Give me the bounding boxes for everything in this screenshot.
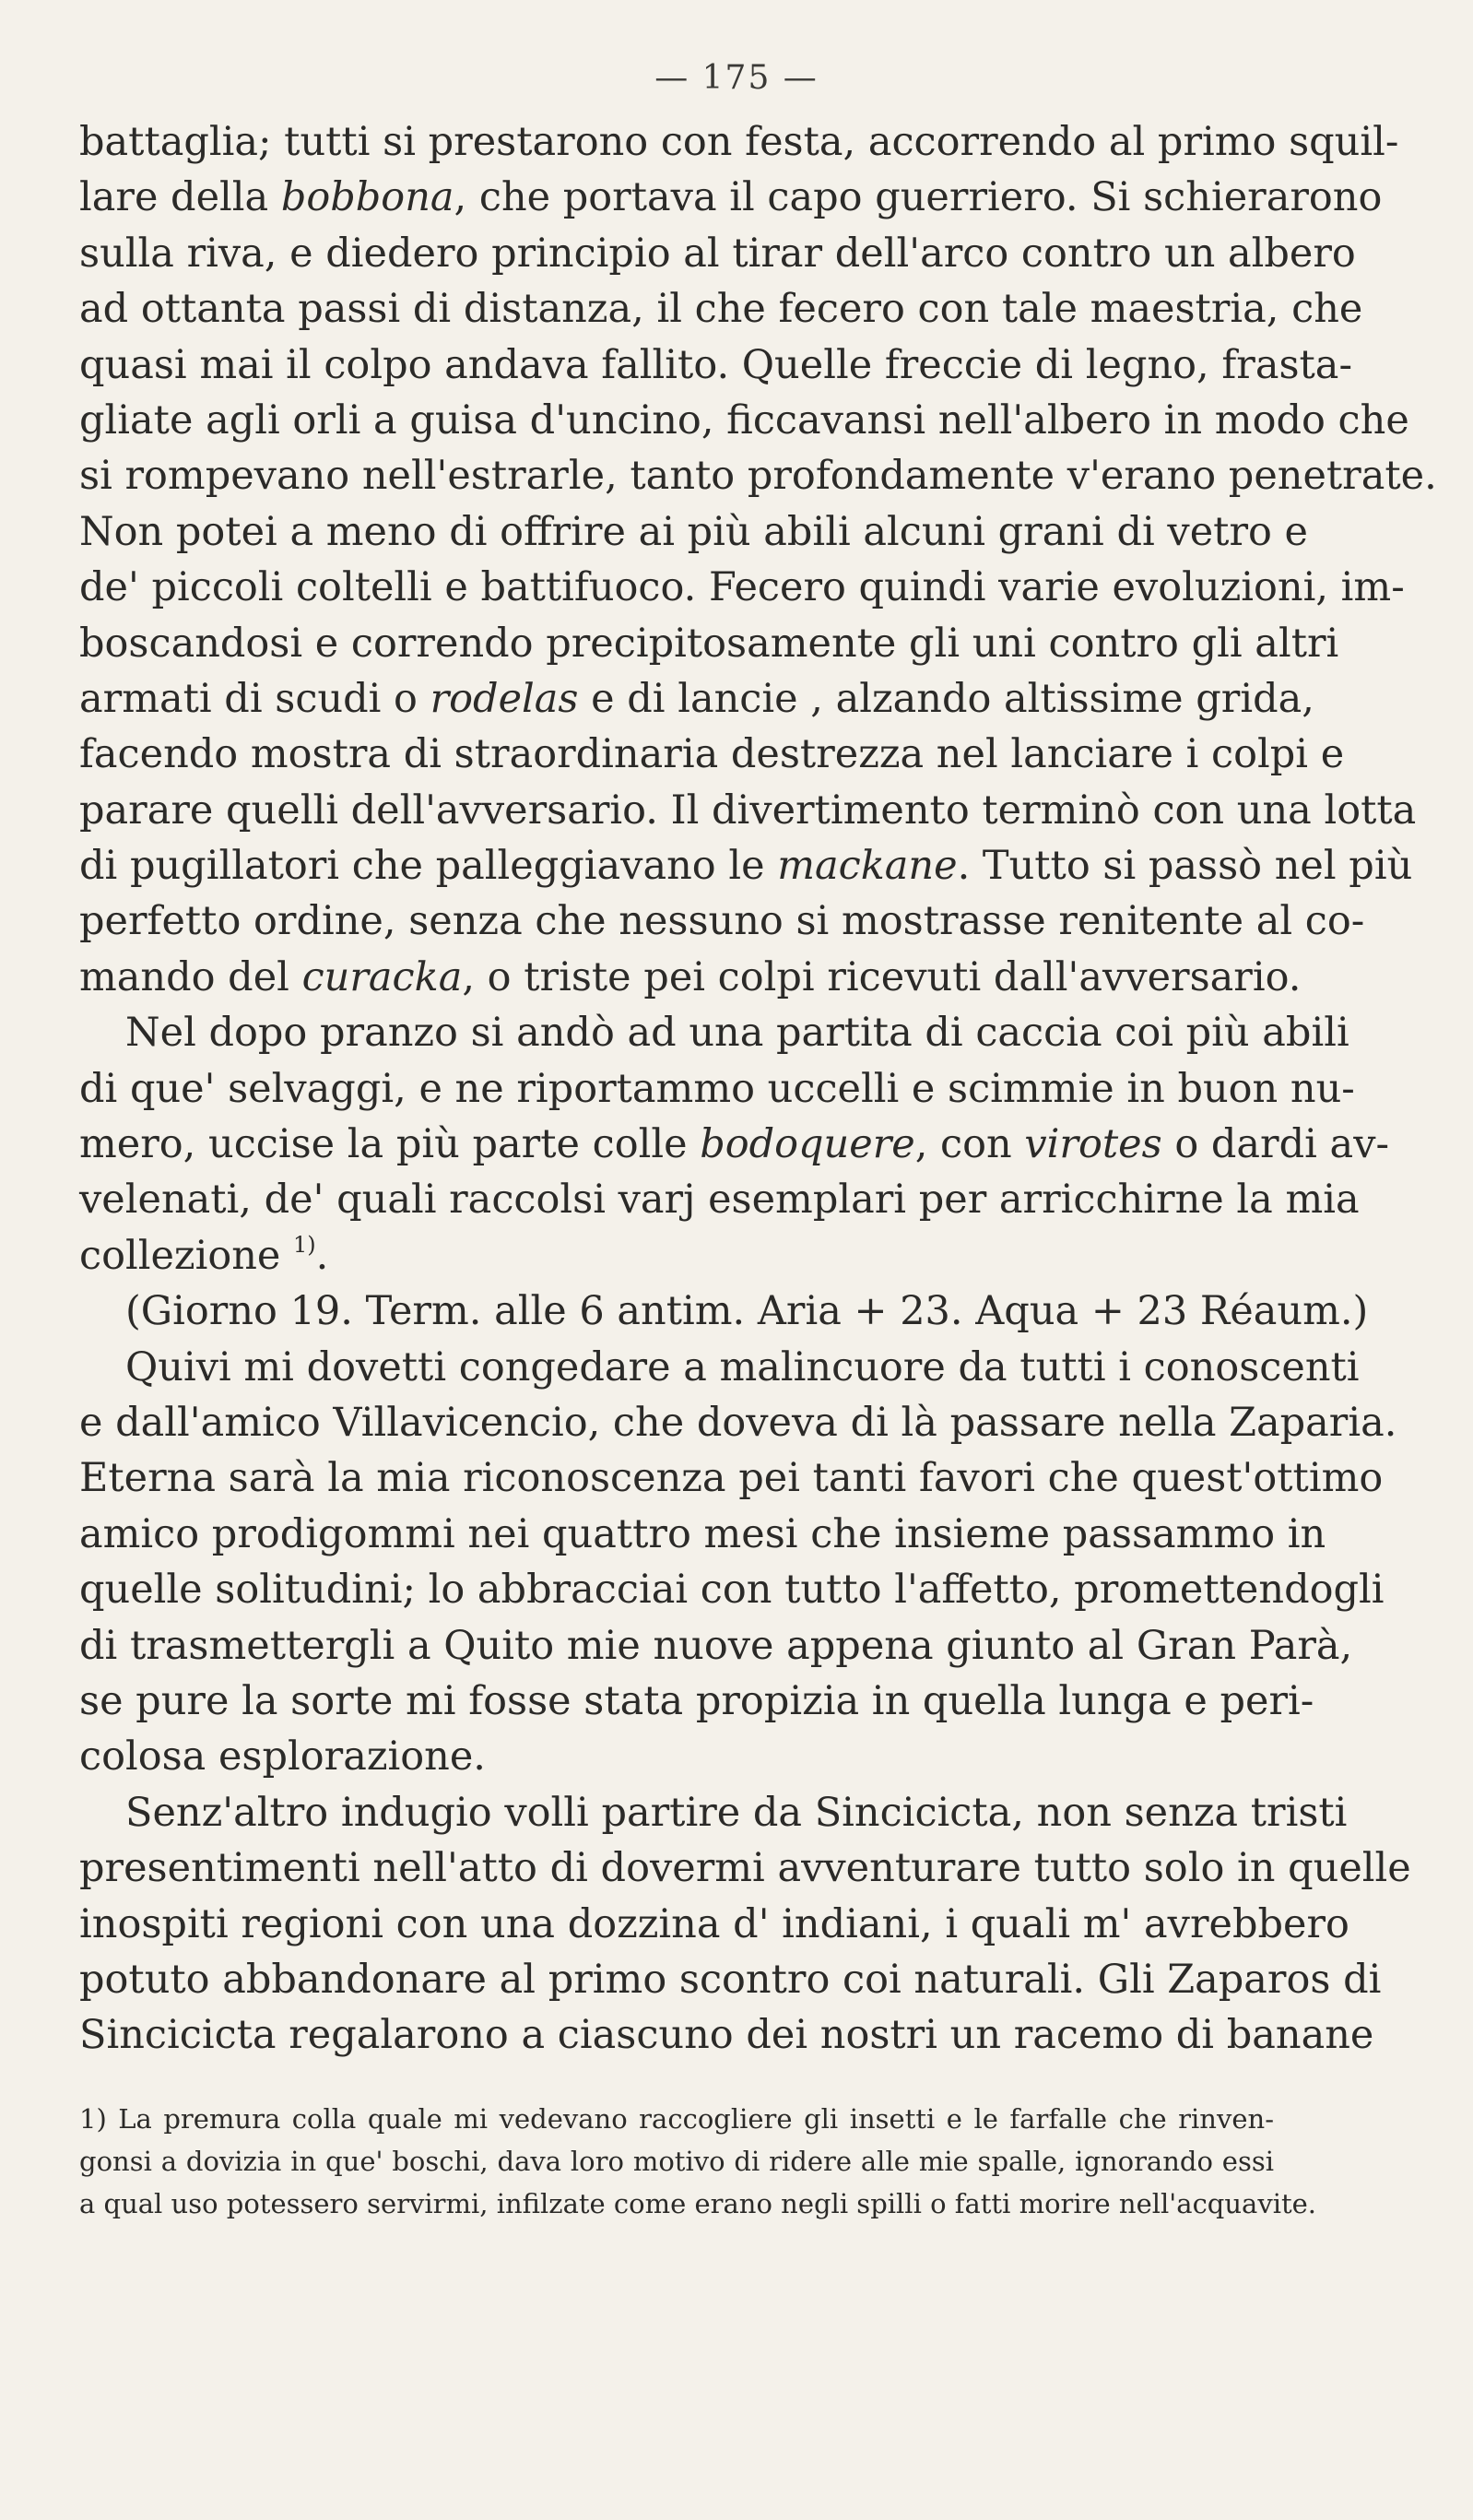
footnote-line: gonsi a dovizia in que' boschi, dava loro motivo di ridere alle mie spalle, ignorando essi xyxy=(79,2146,1274,2177)
text-line: inospiti regioni con una dozzina d' indiani, i quali m' avrebbero xyxy=(79,1900,1349,1947)
text-line: Sincicicta regalarono a ciascuno dei nostri un racemo di banane xyxy=(79,2012,1374,2059)
footnote-line: a qual uso potessero servirmi, infilzate come erano negli spilli o fatti morire nell'acquavite. xyxy=(79,2188,1317,2219)
text-line: di trasmettergli a Quito mie nuove appena giunto al Gran Parà, xyxy=(79,1622,1353,1669)
text-line: potuto abbandonare al primo scontro coi naturali. Gli Zaparos di xyxy=(79,1956,1382,2003)
text-line: si rompevano nell'estrarle, tanto profondamente v'erano penetrate. xyxy=(79,453,1437,500)
text-line: se pure la sorte mi fosse stata propizia in quella lunga e peri- xyxy=(79,1677,1314,1724)
text-line: velenati, de' quali raccolsi varj esemplari per arricchirne la mia xyxy=(79,1177,1360,1224)
text-line: mero, uccise la più parte colle bodoquere, con virotes o dardi av- xyxy=(79,1121,1390,1168)
footnote xyxy=(79,2098,1317,2225)
text-line: boscandosi e correndo precipitosamente gli uni contro gli altri xyxy=(79,620,1339,667)
text-line: colosa esplorazione. xyxy=(79,1733,486,1781)
text-line: parare quelli dell'avversario. Il divertimento terminò con una lotta xyxy=(79,787,1417,834)
text-line: Eterna sarà la mia riconoscenza pei tanti favori che quest'ottimo xyxy=(79,1455,1384,1502)
page-number: — 175 — xyxy=(654,59,819,97)
text-line: amico prodigommi nei quattro mesi che insieme passammo in xyxy=(79,1510,1326,1557)
text-line: battaglia; tutti si prestarono con festa, accorrendo al primo squil- xyxy=(79,119,1399,165)
footnote-marker: 1) xyxy=(293,1231,316,1258)
text-line: mando del curacka, o triste pei colpi ricevuti dall'avversario. xyxy=(79,953,1302,1000)
text-line: quasi mai il colpo andava fallito. Quelle freccie di legno, frasta- xyxy=(79,341,1352,388)
text-line: di que' selvaggi, e ne riportammo uccelli e scimmie in buon nu- xyxy=(79,1065,1355,1112)
text-line: di pugillatori che palleggiavano le mackane. Tutto si passò nel più xyxy=(79,843,1413,890)
italic-term: bobbona xyxy=(280,174,454,221)
text-line: collezione $^{1)}$. xyxy=(79,1231,329,1279)
italic-term: virotes xyxy=(1024,1121,1162,1168)
text-line: ad ottanta passi di distanza, il che fecero con tale maestria, che xyxy=(79,286,1363,333)
text-line: lare della bobbona, che portava il capo guerriero. Si schierarono xyxy=(79,174,1383,221)
text-line: armati di scudi o rodelas e di lancie , alzando altissime grida, xyxy=(79,675,1314,722)
italic-term: mackane xyxy=(777,843,958,890)
text-line: Senz'altro indugio volli partire da Sincicicta, non senza tristi xyxy=(125,1789,1348,1836)
body-text xyxy=(79,114,1437,2064)
italic-term: rodelas xyxy=(430,675,579,722)
italic-term: bodoquere xyxy=(700,1121,915,1168)
text-line: sulla riva, e diedero principio al tirar dell'arco contro un albero xyxy=(79,230,1356,277)
text-line: Quivi mi dovetti congedare a malincuore da tutti i conoscenti xyxy=(125,1343,1360,1390)
text-line: e dall'amico Villavicencio, che doveva di là passare nella Zaparia. xyxy=(79,1399,1397,1446)
italic-term: curacka xyxy=(301,953,463,1000)
text-line: Non potei a meno di offrire ai più abili alcuni grani di vetro e xyxy=(79,508,1308,555)
text-line: de' piccoli coltelli e battifuoco. Fecero quindi varie evoluzioni, im- xyxy=(79,564,1405,611)
text-line: facendo mostra di straordinaria destrezza nel lanciare i colpi e xyxy=(79,731,1345,778)
text-line: gliate agli orli a guisa d'uncino, ficcavansi nell'albero in modo che xyxy=(79,396,1409,444)
text-line: (Giorno 19. Term. alle 6 antim. Aria + 23. Aqua + 23 Réaum.) xyxy=(125,1288,1369,1335)
text-line: presentimenti nell'atto di dovermi avventurare tutto solo in quelle xyxy=(79,1845,1411,1892)
text-line: perfetto ordine, senza che nessuno si mostrasse renitente al co- xyxy=(79,898,1365,945)
text-line: quelle solitudini; lo abbracciai con tutto l'affetto, promettendogli xyxy=(79,1567,1385,1614)
text-line: Nel dopo pranzo si andò ad una partita di caccia coi più abili xyxy=(125,1010,1349,1057)
footnote-line: 1) La premura colla quale mi vedevano raccogliere gli insetti e le farfalle che rinven- xyxy=(79,2103,1274,2135)
